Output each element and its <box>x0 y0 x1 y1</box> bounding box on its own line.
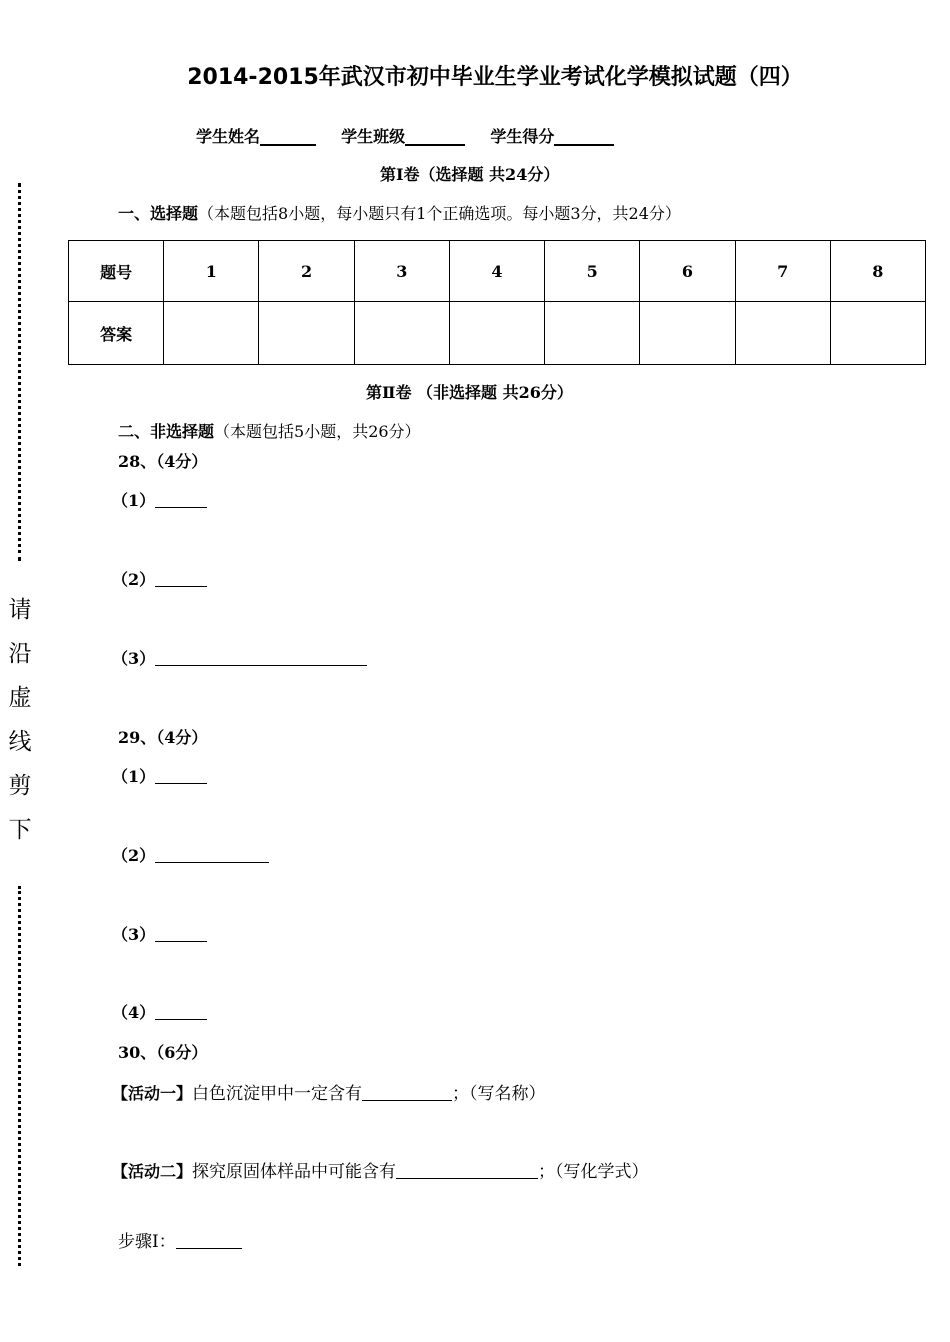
page-title: 2014-2015年武汉市初中毕业生学业考试化学模拟试题（四） <box>187 65 803 90</box>
answer-blank[interactable] <box>155 649 367 666</box>
q30-activity-2 <box>112 1157 649 1182</box>
q30-step-1 <box>118 1227 242 1252</box>
answer-blank[interactable] <box>155 925 207 942</box>
question-number-cell: 3 <box>354 241 449 302</box>
answer-cell[interactable] <box>545 302 640 365</box>
activity1-label: 【活动一】 <box>112 1084 193 1103</box>
part2-section-note: （本题包括5小题，共26分） <box>214 422 421 441</box>
answer-cell[interactable] <box>354 302 449 365</box>
question-number-cell: 1 <box>164 241 259 302</box>
cut-char: 下 <box>8 817 32 843</box>
score-field[interactable] <box>554 126 614 146</box>
cut-line-top <box>18 183 25 561</box>
answer-cell[interactable] <box>164 302 259 365</box>
item-label: （4） <box>112 1003 156 1022</box>
part1-heading: 第Ⅰ卷（选择题 共24分） <box>380 165 560 184</box>
name-label: 学生姓名 <box>196 127 261 146</box>
table-row <box>69 302 926 365</box>
row-label-answer: 答案 <box>69 302 164 365</box>
part2-section <box>118 419 421 442</box>
name-field[interactable] <box>260 126 316 146</box>
question-number-cell: 8 <box>830 241 925 302</box>
question-number-cell: 5 <box>545 241 640 302</box>
activity2-label: 【活动二】 <box>112 1162 193 1181</box>
q29-title: 29、（4分） <box>118 728 208 747</box>
item-label: （3） <box>112 649 156 668</box>
score-label: 学生得分 <box>490 127 555 146</box>
question-number-cell: 6 <box>640 241 735 302</box>
part2-heading: 第Ⅱ卷 （非选择题 共26分） <box>366 383 573 402</box>
q28-item-1 <box>112 488 207 511</box>
answer-cell[interactable] <box>830 302 925 365</box>
answer-blank[interactable] <box>155 570 207 587</box>
cut-instruction <box>8 588 32 852</box>
answer-cell[interactable] <box>449 302 544 365</box>
item-label: （2） <box>112 846 156 865</box>
item-label: （2） <box>112 570 156 589</box>
answer-cell[interactable] <box>640 302 735 365</box>
item-label: （3） <box>112 925 156 944</box>
cut-line-bottom <box>18 886 25 1266</box>
step1-label: 步骤Ⅰ： <box>118 1232 176 1252</box>
answer-blank[interactable] <box>155 1003 207 1020</box>
answer-cell[interactable] <box>259 302 354 365</box>
q28-title: 28、（4分） <box>118 452 208 471</box>
q29-item-1 <box>112 764 207 787</box>
class-field[interactable] <box>405 126 465 146</box>
question-number-cell: 7 <box>735 241 830 302</box>
answer-blank[interactable] <box>155 846 269 863</box>
item-label: （1） <box>112 491 156 510</box>
activity2-text: 探究原固体样品中可能含有 <box>192 1162 397 1182</box>
part2-section-title: 二、非选择题 <box>118 422 215 441</box>
question-number-cell: 4 <box>449 241 544 302</box>
answer-blank[interactable] <box>362 1084 452 1101</box>
part1-section <box>118 201 681 224</box>
cut-char: 请 <box>8 597 32 623</box>
answer-cell[interactable] <box>735 302 830 365</box>
row-label-question-number: 题号 <box>69 241 164 302</box>
part1-section-note: （本题包括8小题，每小题只有1个正确选项。每小题3分，共24分） <box>198 204 681 223</box>
q29-item-4 <box>112 1000 207 1023</box>
answer-table <box>68 240 926 365</box>
student-info <box>196 124 614 147</box>
q30-activity-1 <box>112 1079 546 1104</box>
q29-item-3 <box>112 922 207 945</box>
answer-blank[interactable] <box>155 491 207 508</box>
cut-char: 线 <box>8 729 32 755</box>
activity1-text: 白色沉淀甲中一定含有 <box>192 1084 363 1104</box>
class-label: 学生班级 <box>341 127 406 146</box>
cut-char: 虚 <box>8 685 32 711</box>
q28-item-3 <box>112 646 367 669</box>
question-number-cell: 2 <box>259 241 354 302</box>
cut-char: 沿 <box>8 641 32 667</box>
cut-char: 剪 <box>8 773 32 799</box>
q28-item-2 <box>112 567 207 590</box>
answer-blank[interactable] <box>155 767 207 784</box>
table-row <box>69 241 926 302</box>
q30-title: 30、（6分） <box>118 1043 208 1062</box>
answer-blank[interactable] <box>396 1162 538 1179</box>
q29-item-2 <box>112 843 269 866</box>
part1-section-title: 一、选择题 <box>118 204 199 223</box>
item-label: （1） <box>112 767 156 786</box>
activity1-suffix: ；（写名称） <box>452 1084 546 1104</box>
answer-blank[interactable] <box>176 1232 242 1249</box>
activity2-suffix: ；（写化学式） <box>538 1162 649 1182</box>
